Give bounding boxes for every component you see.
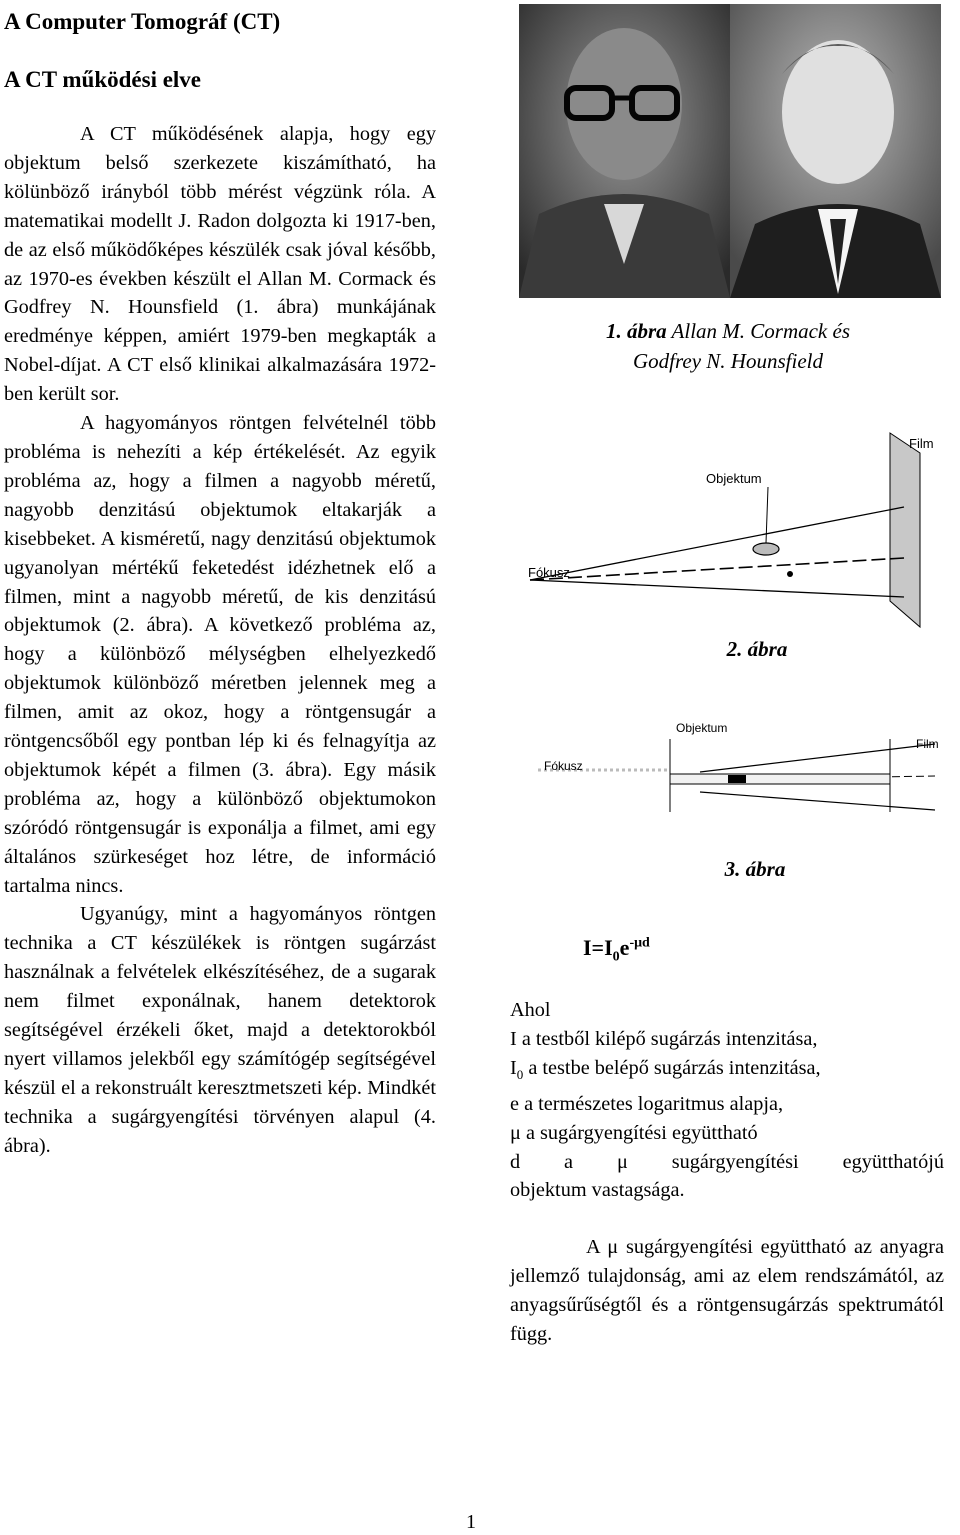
figure-2-caption: 2. ábra xyxy=(726,637,788,661)
legend-line-3: e a természetes logaritmus alapja, xyxy=(510,1092,784,1115)
body-right-column xyxy=(510,996,944,1349)
legend-line-1: I a testből kilépő sugárzás intenzitása, xyxy=(510,1027,818,1050)
figure-2-label-fokusz: Fókusz xyxy=(528,565,570,580)
paragraph-ct-technique: Ugyanúgy, mint a hagyományos röntgen technika a CT készülékek is röntgen sugárzást használnak a felvételek elkészítéséhez, de a sugarak nem filmet exponálnak, hanem detektorok segítségével érzékeli őket, majd a detektorokból nyert villamos jelekből egy számítógép segítségével készül el a rekonstruált keresztmetszeti kép. Mindkét technika a sugárgyengítési törvényen alapul (4. ábra). xyxy=(4,903,436,1157)
figure-3-label-fokusz: Fókusz xyxy=(544,759,583,773)
paragraph-problems: A hagyományos röntgen felvételnél több probléma is nehezíti a kép értékelését. Az egyik probléma az, hogy a filmen a nagyobb méretű, nagyobb denzitású objektumok eltakarják a kisebbeket. A kisméretű, nagy denzitású objektumok ugyanolyan mértékű feketedést idézhetnek elő a filmen, mint a nagyobb méretű, de kis denzitású objektumok (2. ábra). A következő probléma az, hogy a különböző mélységben elhelyezkedő objektumok különböző méretben jelennek meg a filmen, amit az okoz, hogy a röntgensugár a röntgencsőből egy pontban lép ki és felnagyítja az objektumok képét a filmen (3. ábra). Egy másik probléma az, hogy a különböző objektumokon szóródó röntgensugár is exponálja a filmet, ami egy általános szürkeséget hoz létre, de információ tartalma nincs. xyxy=(4,412,436,897)
figure-2-label-objektum: Objektum xyxy=(706,471,762,486)
portrait-cormack xyxy=(519,4,730,298)
legend-line-5: d a μ sugárgyengítési együtthatójú xyxy=(510,1150,944,1173)
portrait-hounsfield xyxy=(730,4,941,298)
section-heading: A CT működési elve xyxy=(4,67,202,92)
figure-3-label-film: Film xyxy=(916,737,939,751)
figure-2-label-film: Film xyxy=(909,436,934,451)
portrait-photos xyxy=(519,4,941,298)
figure-1-caption xyxy=(583,316,873,376)
figure-1-label: 1. ábra xyxy=(605,319,667,343)
legend-ahol: Ahol xyxy=(510,999,551,1021)
paragraph-mu: A μ sugárgyengítési együttható az anyagra jellemző tulajdonság, ami az elem rendszámától, az anyagsűrűségtől és a röntgensugárzás spektrumától függ. xyxy=(510,1236,944,1346)
legend-line-2: $I_0$ a testbe belépő sugárzás intenzitása, xyxy=(510,1056,821,1082)
attenuation-formula: $I=I_0e^{-\mu d}$ xyxy=(583,935,650,965)
figure-3-caption: 3. ábra xyxy=(724,857,786,881)
page-number: 1 xyxy=(466,1511,476,1533)
legend-line-6: objektum vastagsága. xyxy=(510,1179,685,1202)
legend-line-4: μ a sugárgyengítési együttható xyxy=(510,1121,758,1144)
figure-2-diagram xyxy=(520,425,940,630)
paragraph-intro: A CT működésének alapja, hogy egy objektum belső szerkezete kiszámítható, ha kölünböző irányból több mérést végzünk róla. A matematikai modellt J. Radon dolgozta ki 1917-ben, de az első működőképes készülék csak jóval később, az 1970-es években készült el Allan M. Cormack és Godfrey N. Hounsfield (1. ábra) munkájának eredménye képpen, amiért 1979-ben megkapták a Nobel-díjat. A CT első klinikai alkalmazására 1972-ben került sor. xyxy=(4,123,436,406)
figure-1-text: Allan M. Cormack és Godfrey N. Hounsfield xyxy=(633,319,851,373)
figure-3-diagram xyxy=(520,712,940,822)
document-title: A Computer Tomográf (CT) xyxy=(4,9,281,34)
figure-3-label-objektum: Objektum xyxy=(676,721,728,735)
body-left-column xyxy=(4,120,436,1161)
